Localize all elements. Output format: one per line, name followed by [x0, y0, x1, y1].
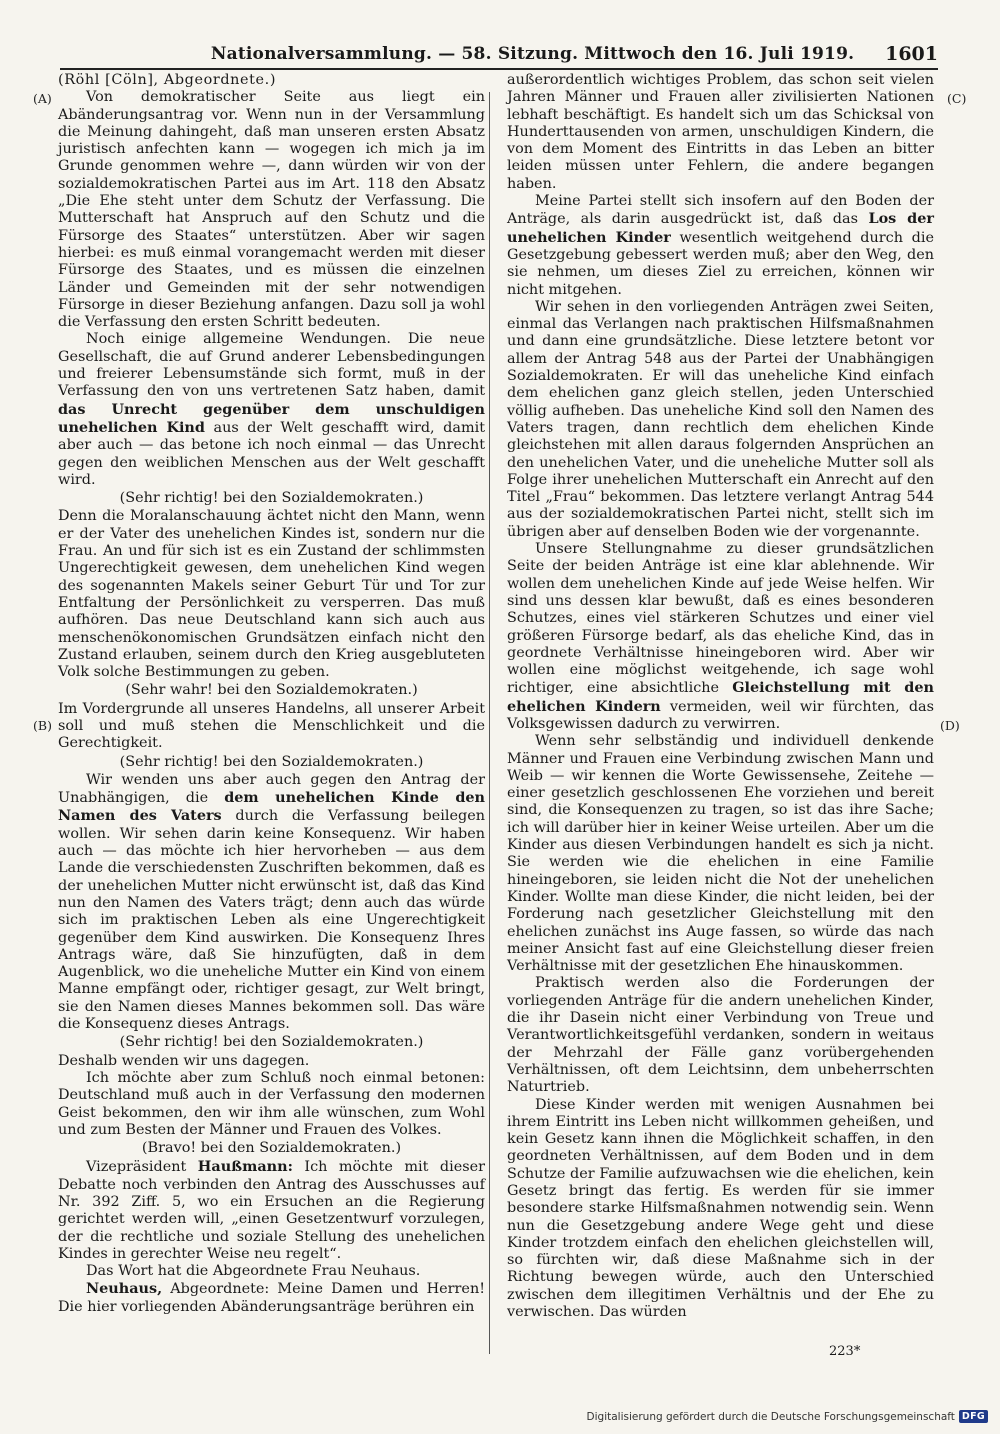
paragraph	[507, 733, 934, 975]
paragraph-text: aus der Welt geschafft wird, damit aber auch — das betone ich noch einmal — das Unrecht gegen den weiblichen Menschen aus der Welt geschafft wird.	[58, 419, 485, 488]
paragraph	[58, 772, 485, 1033]
paragraph	[58, 1053, 485, 1070]
paragraph	[58, 1263, 485, 1280]
paragraph-text: Vizepräsident	[86, 1159, 198, 1176]
margin-marker-a: (A)	[33, 91, 52, 106]
credit-text: Digitalisierung gefördert durch die Deutsche Forschungsgemeinschaft	[586, 1410, 955, 1423]
paragraph-text: Im Vordergrunde all unseres Handelns, all unserer Arbeit soll und muß stehen die Menschlichkeit und die Gerechtigkeit.	[58, 700, 485, 752]
paragraph-text: Abgeordnete: Meine Damen und Herren! Die hier vorliegenden Abänderungsanträge berühren ein	[58, 1281, 485, 1315]
paragraph-text: Wir wenden uns aber auch gegen den Antrag der Unabhängigen, die	[58, 771, 485, 807]
paragraph	[58, 331, 485, 489]
paragraph-text: Das Wort hat die Abgeordnete Frau Neuhaus.	[86, 1263, 421, 1280]
paragraph	[507, 1097, 934, 1322]
interjection: (Bravo! bei den Sozialdemokraten.)	[141, 1140, 402, 1157]
column-divider	[489, 92, 490, 1354]
margin-marker-c: (C)	[947, 91, 967, 106]
paragraph	[58, 508, 485, 681]
emphasis-text: dem unehelichen Kinde den Namen des Vaters	[58, 789, 485, 825]
paragraph-text: Wenn sehr selbständig und individuell denkende Männer und Frauen eine Verbindung zwischen Mann und Weib — wir kennen die Worte Gewissensehe, Zeitehe — einer gesetzlich geschlossenen Ehe vorziehen und bereit sind, die Konsequenzen zu tragen, so ist das ihre Sache; ich will darüber hier in keiner Weise urteilen. Aber um die Kinder aus diesen Verbindungen handelt es sich ja nicht. Sie werden wie die ehelichen in eine Familie hineingeboren, sie leiden nicht die Not der unehelichen Kinder. Wollte man diese Kinder, die nicht leiden, bei der Forderung nach gesetzlicher Gleichstellung mit den ehelichen zunächst ins Auge fassen, so würde das nach meiner Ansicht fast auf eine Gleichstellung dieser freien Verhältnisse mit der gesetzlichen Ehe hinauskommen.	[507, 733, 934, 975]
paragraph-text: Deshalb wenden wir uns dagegen.	[58, 1052, 310, 1069]
header-title: Nationalversammlung. — 58. Sitzung. Mittwoch den 16. Juli 1919.	[210, 44, 855, 64]
emphasis-text: Haußmann:	[197, 1158, 293, 1176]
paragraph-text: Ich möchte mit dieser Debatte noch verbinden den Antrag des Ausschusses auf Nr. 392 Ziff. 5, wo ein Ersuchen an die Regierung gerichtet werden will, „einen Gesetzentwurf vorzulegen, der die rechtliche und soziale Stellung des unehelichen Kindes in gerechter Weise neu regelt“.	[58, 1159, 485, 1262]
paragraph-text: Diese Kinder werden mit wenigen Ausnahmen bei ihrem Eintritt ins Leben nicht willkommen geheißen, und kein Gesetz kann ihnen die Möglichkeit schaffen, in den geordneten Verhältnissen, auf dem Boden und in dem Schutze der Familie aufzuwachsen wie die ehelichen, kein Gesetz bringt das fertig. Es werden für sie immer besondere starke Hilfsmaßnahmen notwendig sein. Wenn nun die Gesetzgebung andere Wege geht und diese Kinder trotzdem einfach den ehelichen gleichstellen will, so fürchten wir, daß diese Maßnahme sich in der Richtung bewegen würde, auch den Unterschied zwischen dem illegitimen Verhältnis und der Ehe zu verwischen. Das würden	[507, 1096, 934, 1321]
interjection: (Sehr richtig! bei den Sozialdemokraten.)	[119, 1034, 424, 1051]
paragraph-text: Ich möchte aber zum Schluß noch einmal betonen: Deutschland muß auch in der Verfassung den modernen Geist bekommen, den wir ihm alle wünschen, zum Wohl und zum Besten der Männer und Frauen des Volkes.	[58, 1069, 485, 1138]
paragraph-text: durch die Verfassung beilegen wollen. Wir sehen darin keine Konsequenz. Wir haben auch — das möchte ich hier hervorheben — aus dem Lande die verschiedensten Zuschriften bekommen, daß es der unehelichen Mutter nicht erwünscht ist, daß das Kind nun den Namen des Vaters trägt; denn auch das würde sich im praktischen Leben als eine Ungerechtigkeit gegenüber dem Kind auswirken. Die Konsequenz Ihres Antrags wäre, daß Sie hinzufügten, daß in dem Augenblick, wo die uneheliche Mutter ein Kind von einem Manne empfängt oder, richtiger gesagt, zur Welt bringt, sie den Namen dieses Mannes bekommen soll. Das wäre die Konsequenz dieses Antrags.	[58, 808, 486, 1033]
digitization-credit	[587, 1410, 988, 1423]
speaker-label: (Röhl [Cöln], Abgeordnete.)	[58, 72, 277, 88]
interjection: (Sehr richtig! bei den Sozialdemokraten.)	[119, 490, 424, 507]
paragraph	[58, 1280, 485, 1316]
right-column	[507, 72, 934, 1321]
paragraph	[58, 1070, 485, 1139]
margin-marker-d: (D)	[940, 718, 960, 733]
paragraph	[58, 1158, 485, 1263]
emphasis-text: das Unrecht gegenüber dem unschuldigen unehelichen Kind	[58, 400, 485, 436]
paragraph	[507, 299, 934, 541]
interjection: (Sehr wahr! bei den Sozialdemokraten.)	[125, 682, 418, 699]
paragraph-text: außerordentlich wichtiges Problem, das schon seit vielen Jahren Männer und Frauen aller zivilisierten Nationen lebhaft beschäftigt. Es handelt sich um das Schicksal von Hunderttausenden von armen, unschuldigen Kindern, die von dem Moment des Eintritts in das Leben an bitter leiden müssen unter Fehlern, die andere begangen haben.	[507, 72, 934, 192]
page-number: 1601	[885, 43, 938, 65]
paragraph-text: vermeiden, weil wir fürchten, das Volksgewissen dadurch zu verwirren.	[507, 698, 934, 732]
paragraph-text: Denn die Moralanschauung ächtet nicht den Mann, wenn er der Vater des unehelichen Kindes ist, sondern nur die Frau. An und für sich ist es ein Zustand der schlimmsten Ungerechtigkeit gewesen, dem unehelichen Kind wegen des sogenannten Makels seiner Geburt Tür und Tor zur Entfaltung der Persönlichkeit zu versperren. Das muß aufhören. Das neue Deutschland kann sich auch aus menschenökonomischen Grundsätzen einfach nicht den Zustand erlauben, seinem durch den Krieg ausgebluteten Volk solche Bestimmungen zu geben.	[58, 508, 485, 681]
paragraph-text: Praktisch werden also die Forderungen der vorliegenden Anträge für die andern unehelichen Kinder, die ihr Dasein nicht einer Verbindung von Treue und Verantwortlichkeitsgefühl verdanken, sondern in weitaus der Mehrzahl der Fälle ganz vorübergehenden Verhältnissen, oft dem Leichtsinn, dem unbeherrschten Naturtrieb.	[507, 975, 934, 1096]
paragraph	[507, 193, 934, 299]
emphasis-text: Gleichstellung mit den ehelichen Kindern	[507, 679, 934, 715]
paragraph-text: wesentlich weitgehend durch die Gesetzgebung gebessert werden muß; aber den Weg, den sie nehmen, um dieses Ziel zu erreichen, können wir nicht mitgehen.	[507, 229, 934, 298]
interjection: (Sehr richtig! bei den Sozialdemokraten.)	[119, 753, 424, 770]
paragraph	[507, 975, 934, 1096]
paragraph-text: Unsere Stellungnahme zu dieser grundsätzlichen Seite der beiden Anträge ist eine klar ablehnende. Wir wollen dem unehelichen Kinde auf jede Weise helfen. Wir sind uns dessen klar bewußt, daß es eines besonderen Schutzes, eines viel stärkeren Schutzes und einer viel größeren Fürsorge bedarf, als das eheliche Kind, das in geordnete Verhältnisse hineingeboren wird. Aber wir wollen eine möglichst weitgehende, ich sage wohl richtiger, eine absichtliche	[507, 541, 934, 697]
page-header	[60, 38, 938, 70]
paragraph	[507, 72, 934, 193]
page-footnote: 223*	[829, 1344, 861, 1359]
paragraph-text: Meine Partei stellt sich insofern auf den Boden der Anträge, als darin ausgedrückt ist, daß das	[507, 193, 934, 228]
paragraph	[507, 541, 934, 733]
emphasis-text: Los der unehelichen Kinder	[507, 210, 934, 246]
margin-marker-b: (B)	[33, 718, 52, 733]
paragraph-text: Wir sehen in den vorliegenden Anträgen zwei Seiten, einmal das Verlangen nach praktischen Hilfsmaßnahmen und dann eine grundsätzliche. Diese letztere betont vor allem der Antrag 548 aus der Partei der Unabhängigen Sozialdemokraten. Er will das uneheliche Kind einfach dem ehelichen ganz gleich stellen, jeden Unterschied völlig aufheben. Das uneheliche Kind soll den Namen des Vaters tragen, dann rechtlich dem ehelichen Kinde gleichstehen mit allen daraus folgernden Ansprüchen an den unehelichen Vater, und die uneheliche Mutter soll als Folge ihrer unehelichen Mutterschaft ein Anrecht auf den Titel „Frau“ bekommen. Das letztere verlangt Antrag 544 aus der sozialdemokratischen Partei nicht, stellt sich im übrigen aber auf denselben Boden wie der vorgenannte.	[507, 298, 934, 540]
left-column	[58, 72, 485, 1316]
dfg-logo: DFG	[959, 1410, 988, 1423]
paragraph-text: Von demokratischer Seite aus liegt ein Abänderungsantrag vor. Wenn nun in der Versammlung die Meinung dahingeht, daß man unseren ersten Absatz juristisch anfechten kann — wogegen ich mich ja im Grunde genommen wehre —, dann würden wir von der sozialdemokratischen Partei aus im Art. 118 den Absatz „Die Ehe steht unter dem Schutz der Verfassung. Die Mutterschaft hat Anspruch auf den Schutz und die Fürsorge des Staates“ unterstützen. Aber wir sagen hierbei: es muß einmal vorangemacht werden mit dieser Fürsorge des Staates, und es müssen die einzelnen Länder und Gemeinden mit der sehr notwendigen Fürsorge in dieser Beziehung anfangen. Dazu soll ja wohl die Verfassung den ersten Schritt bedeuten.	[58, 89, 485, 331]
paragraph	[58, 701, 485, 753]
paragraph-text: Noch einige allgemeine Wendungen. Die neue Gesellschaft, die auf Grund anderer Lebensbedingungen und freierer Lebensumstände sich formt, muß in der Verfassung den von uns vertretenen Satz haben, damit	[58, 331, 485, 400]
paragraph	[58, 89, 485, 331]
emphasis-text: Neuhaus,	[86, 1280, 163, 1298]
